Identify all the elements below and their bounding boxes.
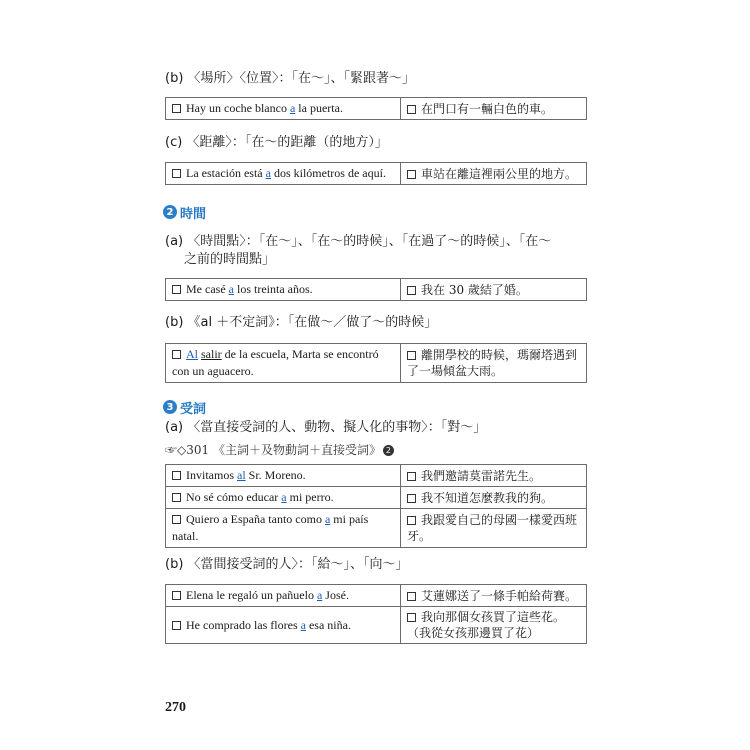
checkbox-icon [172,471,181,480]
example-table-1 [165,97,587,120]
preposition-highlight: a [316,588,323,602]
reference-number-badge: 2 [383,445,394,456]
spanish-cell: He comprado las flores a esa niña. [166,607,401,644]
example-table-2 [165,162,587,185]
chinese-cell: 離開學校的時候，瑪爾塔遇到了一場傾盆大雨。 [401,344,587,383]
chinese-cell: 我們邀請莫雷諾先生。 [401,465,587,487]
table-row [166,344,587,383]
spanish-cell: Elena le regaló un pañuelo a José. [166,585,401,607]
preposition-highlight: a [281,490,287,504]
table-row [166,98,587,120]
checkbox-icon [172,350,181,359]
section-title: 受詞 [180,401,207,417]
preposition-highlight: a [265,166,271,180]
checkbox-icon [407,105,416,114]
preposition-highlight: a [300,617,306,632]
chinese-cell: 我不知道怎麼教我的狗。 [401,487,587,509]
preposition-highlight: Al [186,347,198,361]
preposition-highlight: a [228,282,234,296]
chinese-cell: 在門口有一輛白色的車。 [401,98,587,120]
checkbox-icon [407,351,416,360]
checkbox-icon [172,169,181,178]
heading-a-timepoint: (a) 〈時間點〉：「在～」、「在～的時候」、「在過了～的時候」、「在～ [165,234,552,249]
heading-b-al-infinitive: (b) 《al ＋不定詞》：「在做～／做了～的時候」 [165,315,438,330]
heading-b-location: (b) 〈場所〉〈位置〉：「在～」、「緊跟著～」 [165,71,416,86]
heading-a-timepoint-cont: 之前的時間點」 [184,252,276,267]
checkbox-icon [172,285,181,294]
preposition-highlight: al [237,468,246,482]
example-table-5 [165,464,587,548]
checkbox-icon [407,613,416,622]
checkbox-icon [407,170,416,179]
heading-b-indirect-object: (b) 〈當間接受詞的人〉：「給～」、「向～」 [165,557,409,572]
section-heading-time [163,203,206,221]
section-number-badge: 2 [163,205,177,219]
table-row [166,585,587,607]
heading-c-distance: (c) 〈距離〉：「在～的距離（的地方）」 [165,135,388,150]
checkbox-icon [407,592,416,601]
spanish-cell: Hay un coche blanco a la puerta. [166,98,401,120]
chinese-cell: 艾蓮娜送了一條手帕給荷賽。 [401,585,587,607]
checkbox-icon [172,515,181,524]
section-number-badge: 3 [163,400,177,414]
chinese-cell: 我向那個女孩買了這些花。（我從女孩那邊買了花） [401,607,587,644]
example-table-4 [165,343,587,383]
section-title: 時間 [180,206,207,222]
checkbox-icon [407,472,416,481]
page-number: 270 [165,700,186,715]
table-row [166,487,587,509]
preposition-highlight: a [289,101,296,115]
heading-a-direct-object: (a) 〈當直接受詞的人、動物、擬人化的事物〉：「對～」 [165,420,487,435]
spanish-cell: La estación está a dos kilómetros de aquí. [166,163,401,185]
checkbox-icon [407,516,416,525]
chinese-cell: 我跟愛自己的母國一樣愛西班牙。 [401,509,587,548]
table-row [166,607,587,644]
checkbox-icon [407,494,416,503]
spanish-cell: Al salir de la escuela, Marta se encontró con un aguacero. [166,344,401,383]
table-row [166,279,587,301]
chinese-cell: 我在 30 歲結了婚。 [401,279,587,301]
example-table-6 [165,584,587,644]
checkbox-icon [172,621,181,630]
preposition-highlight: a [324,512,331,526]
section-heading-object [163,398,206,416]
example-table-3 [165,278,587,301]
checkbox-icon [172,591,181,600]
cross-reference: ☞◇301 《主詞＋及物動詞＋直接受詞》 2 [165,442,394,458]
checkbox-icon [172,104,181,113]
spanish-cell: Invitamos al Sr. Moreno. [166,465,401,487]
spanish-cell: Me casé a los treinta años. [166,279,401,301]
table-row [166,465,587,487]
table-row [166,163,587,185]
checkbox-icon [172,493,181,502]
table-row [166,509,587,548]
verb-underline: salir [201,347,222,361]
spanish-cell: Quiero a España tanto como a mi país natal. [166,509,401,548]
spanish-cell: No sé cómo educar a mi perro. [166,487,401,509]
chinese-cell: 車站在離這裡兩公里的地方。 [401,163,587,185]
checkbox-icon [407,286,416,295]
